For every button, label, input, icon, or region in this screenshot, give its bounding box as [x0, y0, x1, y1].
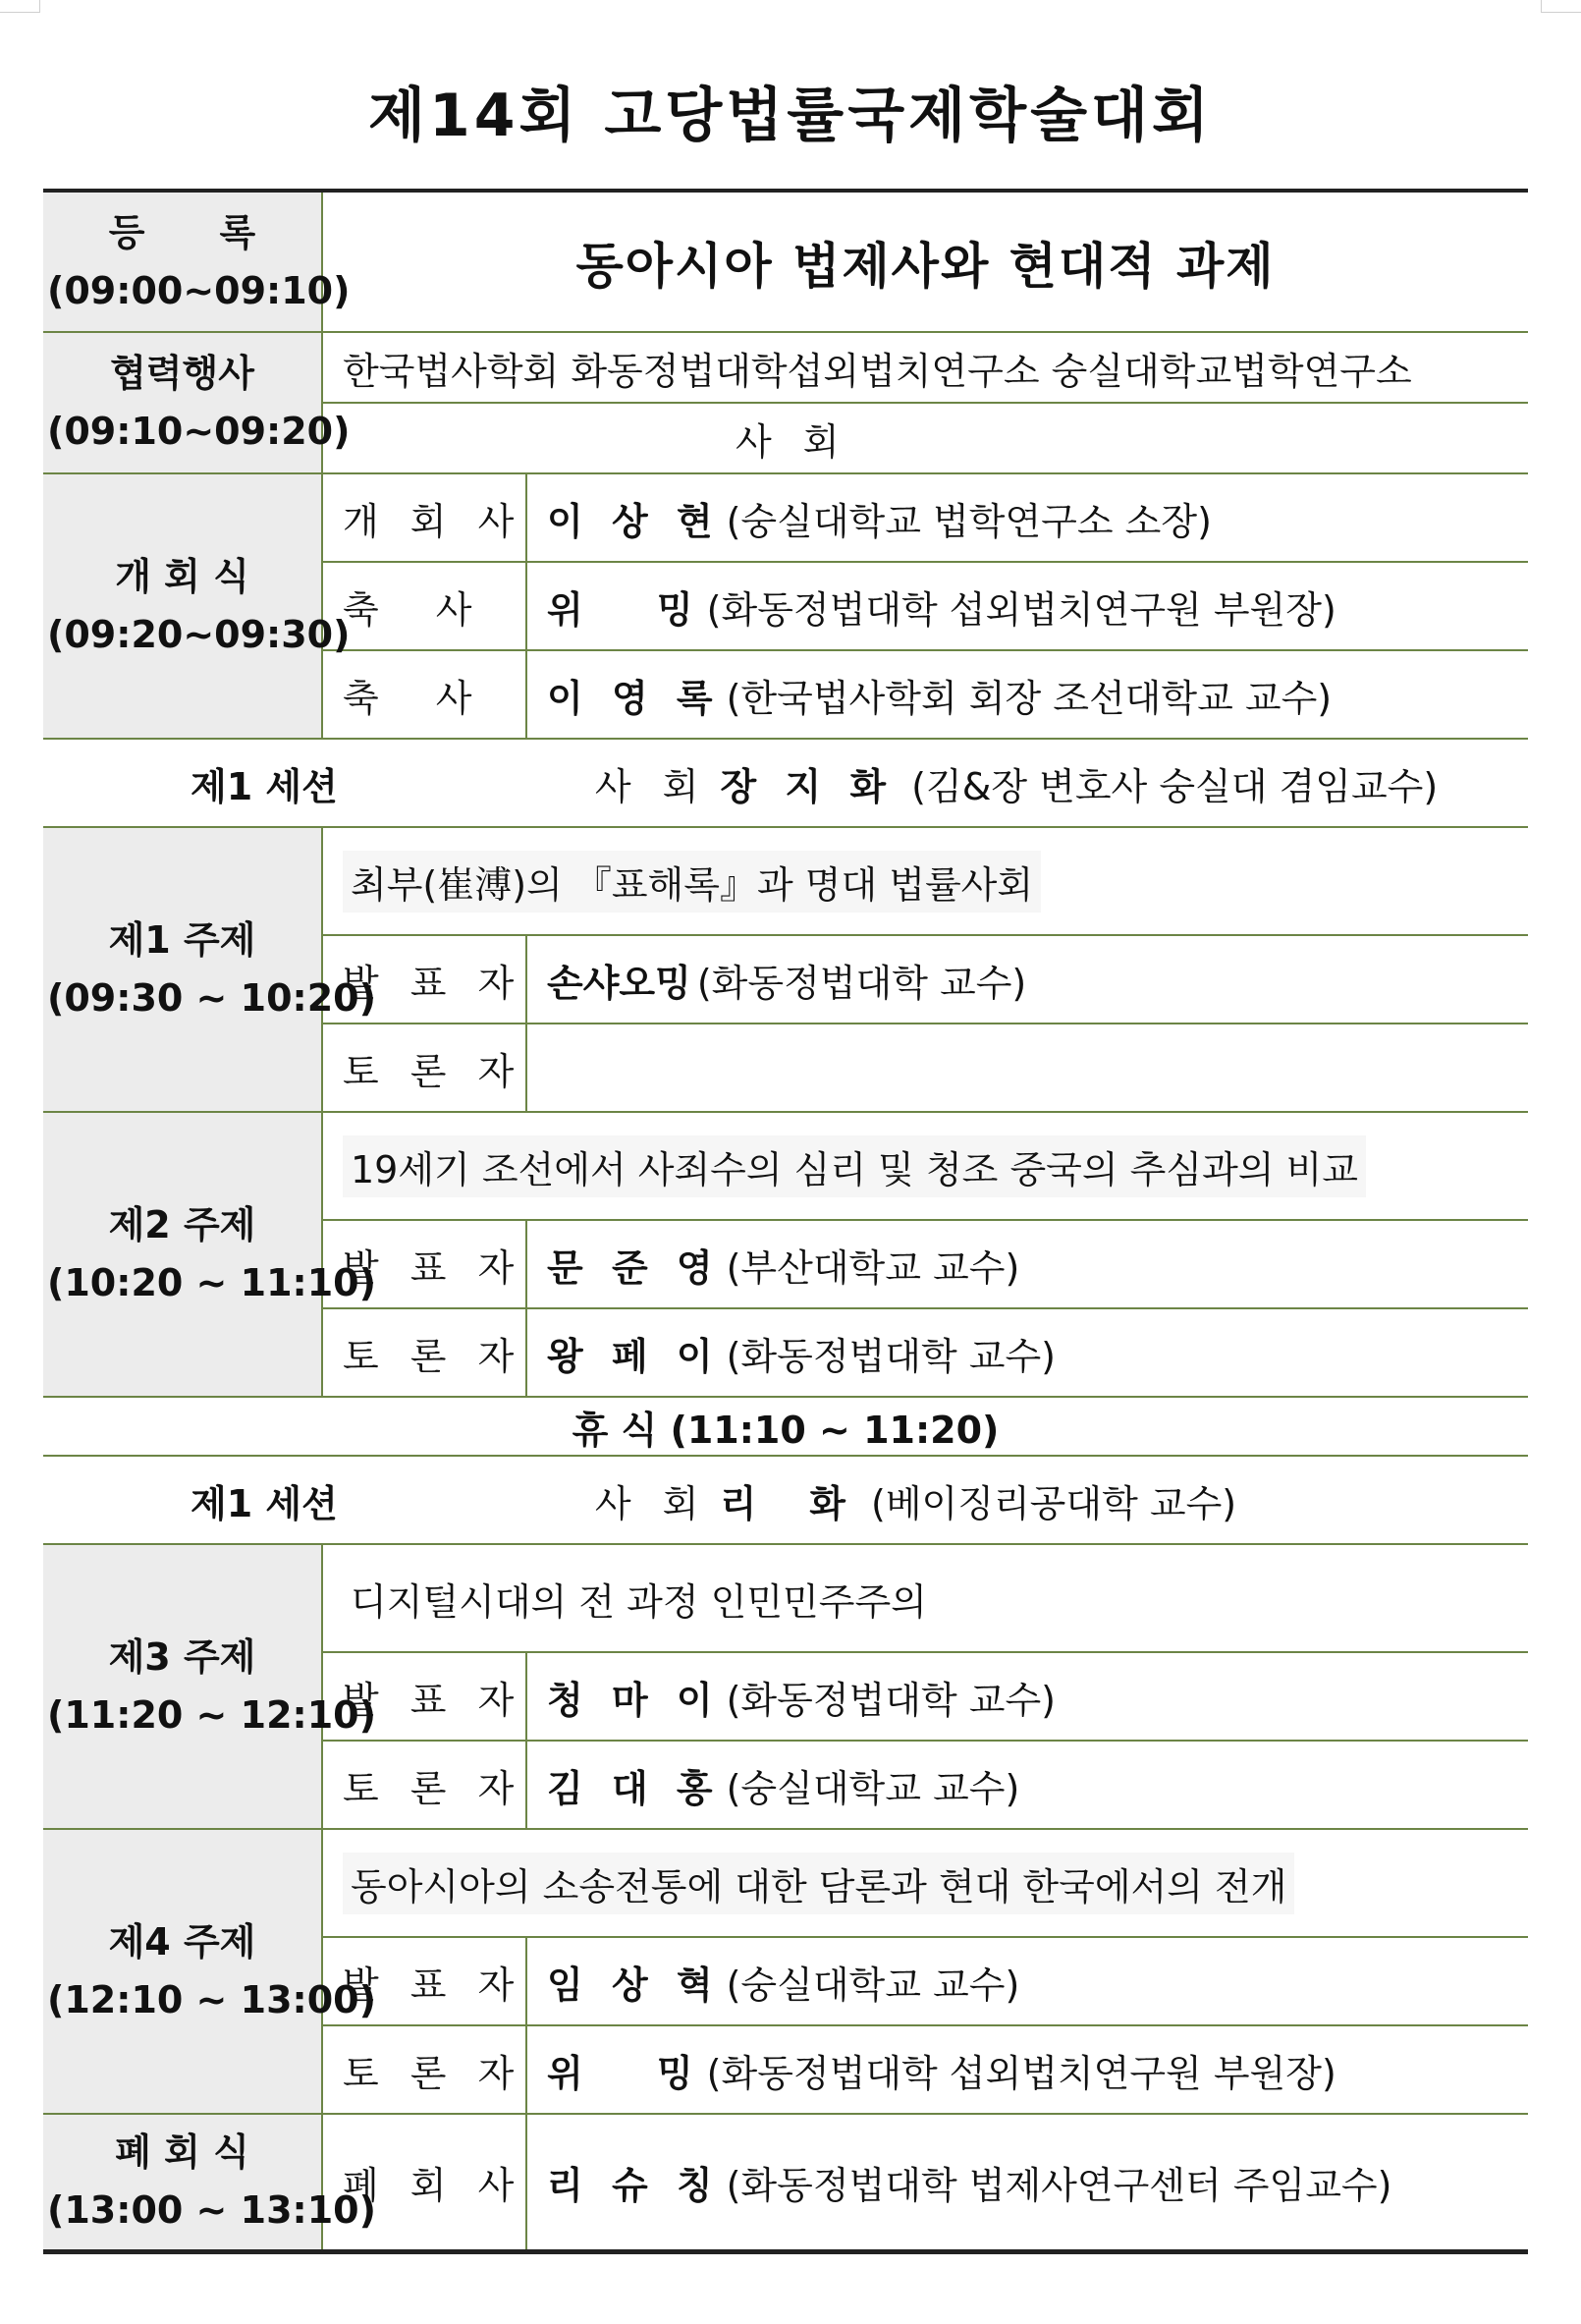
topic1-title [322, 827, 1528, 935]
closing-label: 폐 회 식 [115, 2130, 249, 2175]
speaker-affiliation: (숭실대학교 법학연구소 소장) [726, 499, 1212, 543]
speaker-affiliation: (화동정법대학 섭외법치연구원 부원장) [706, 587, 1336, 632]
discussant-role: 토 론 자 [322, 1024, 526, 1112]
program-table [43, 189, 1528, 2254]
topic3-title-text: 디지털시대의 전 과정 인민민주주의 [343, 1568, 935, 1630]
closing-role: 폐 회 사 [322, 2114, 526, 2251]
discussant-affiliation: (숭실대학교 교수) [726, 1766, 1020, 1810]
session2-chair-word: 사 회 [594, 1481, 709, 1525]
topic2-presenter [526, 1220, 1528, 1308]
presenter-role: 발 표 자 [322, 1652, 526, 1741]
topic4-presenter [526, 1937, 1528, 2025]
presenter-affiliation: (숭실대학교 교수) [726, 1963, 1020, 2007]
topic4-label-cell [43, 1829, 376, 2114]
session1-chair: 장 지 화 [720, 764, 895, 808]
session2-cell [43, 1456, 1528, 1544]
session2-chair: 리 화 [720, 1481, 853, 1525]
topic2-title-text: 19세기 조선에서 사죄수의 심리 및 청조 중국의 추심과의 비교 [343, 1135, 1366, 1197]
topic3-presenter [526, 1652, 1528, 1741]
opening-speaker-2 [526, 562, 1528, 650]
speaker-affiliation: (한국법사학회 회장 조선대학교 교수) [726, 676, 1333, 720]
topic1-time: (09:30 ~ 10:20) [47, 976, 376, 1020]
session2-row [43, 1456, 1528, 1544]
cohost-label: 협력행사 [110, 352, 254, 396]
topic2-label: 제2 주제 [108, 1203, 256, 1247]
session1-label: 제1 세션 [191, 764, 338, 808]
closing-time: (13:00 ~ 13:10) [47, 2188, 376, 2233]
closing-speaker [526, 2114, 1528, 2251]
topic3-label: 제3 주제 [108, 1635, 256, 1680]
topic4-label: 제4 주제 [108, 1920, 256, 1964]
cohost-organizers: 한국법사학회 화동정법대학섭외법치연구소 숭실대학교법학연구소 [322, 332, 1528, 403]
topic4-title-text: 동아시아의 소송전통에 대한 담론과 현대 한국에서의 전개 [343, 1853, 1294, 1914]
topic1-discussant [526, 1024, 1528, 1112]
topic2-time: (10:20 ~ 11:10) [47, 1261, 376, 1304]
presenter-name: 임 상 혁 [547, 1963, 721, 2007]
opening-row-1 [43, 473, 1528, 562]
discussant-role: 토 론 자 [322, 2025, 526, 2114]
topic1-title-row [43, 827, 1528, 935]
cohost-time: (09:10~09:20) [47, 410, 351, 453]
closing-label-cell [43, 2114, 376, 2251]
topic1-title-text: 최부(崔溥)의 『표해록』과 명대 법률사회 [343, 851, 1041, 913]
discussant-affiliation: (화동정법대학 섭외법치연구원 부원장) [706, 2051, 1336, 2095]
topic4-time: (12:10 ~ 13:00) [47, 1978, 376, 2021]
presenter-name: 문 준 영 [547, 1245, 721, 1290]
presenter-name: 청 마 이 [547, 1678, 721, 1722]
opening-role-2: 축 사 [322, 562, 526, 650]
session2-label: 제1 세션 [191, 1481, 338, 1525]
cohost-label-cell [43, 332, 351, 473]
cohost-row [43, 332, 1528, 403]
topic3-title [322, 1544, 1528, 1652]
opening-label: 개 회 식 [115, 555, 249, 599]
session1-cell [43, 739, 1528, 827]
topic3-time: (11:20 ~ 12:10) [47, 1693, 376, 1737]
closing-row [43, 2114, 1528, 2251]
cohost-moderator-label: 사 회 [736, 419, 849, 464]
presenter-affiliation: (부산대학교 교수) [726, 1245, 1020, 1290]
speaker-affiliation: (화동정법대학 법제사연구센터 주임교수) [726, 2163, 1392, 2207]
presenter-role: 발 표 자 [322, 935, 526, 1024]
topic2-title [322, 1112, 1528, 1220]
presenter-role: 발 표 자 [322, 1220, 526, 1308]
speaker-name: 위 밍 [547, 587, 701, 632]
break-row [43, 1397, 1528, 1456]
cohost-moderator [322, 403, 1528, 473]
session1-chair-word: 사 회 [594, 764, 709, 808]
topic1-label-cell [43, 827, 376, 1112]
discussant-role: 토 론 자 [322, 1741, 526, 1829]
session1-row [43, 739, 1528, 827]
registration-label: 등 록 [108, 210, 256, 254]
discussant-role: 토 론 자 [322, 1308, 526, 1397]
topic2-label-cell [43, 1112, 376, 1397]
speaker-name: 이 영 록 [547, 676, 721, 720]
speaker-name: 이 상 현 [547, 499, 721, 543]
discussant-name: 위 밍 [547, 2051, 701, 2095]
opening-time: (09:20~09:30) [47, 613, 351, 656]
topic1-presenter [526, 935, 1528, 1024]
presenter-affiliation: (화동정법대학 교수) [726, 1678, 1056, 1722]
topic3-title-row [43, 1544, 1528, 1652]
opening-speaker-1 [526, 473, 1528, 562]
opening-role-3: 축 사 [322, 650, 526, 739]
discussant-name: 김 대 홍 [547, 1766, 721, 1810]
conference-theme: 동아시아 법제사와 현대적 과제 [322, 191, 1528, 332]
presenter-role: 발 표 자 [322, 1937, 526, 2025]
presenter-name: 손샤오밍 [547, 961, 691, 1005]
page-title: 제14회 고당법률국제학술대회 [368, 82, 1213, 150]
discussant-name: 왕 페 이 [547, 1334, 721, 1378]
topic3-discussant [526, 1741, 1528, 1829]
registration-label-cell [43, 191, 351, 332]
presenter-affiliation: (화동정법대학 교수) [696, 961, 1027, 1005]
topic4-title-row [43, 1829, 1528, 1937]
break-text: 휴 식 (11:10 ~ 11:20) [43, 1397, 1528, 1456]
opening-speaker-3 [526, 650, 1528, 739]
registration-time: (09:00~09:10) [47, 268, 351, 312]
session2-chair-affil: (베이징리공대학 교수) [871, 1481, 1237, 1525]
topic3-label-cell [43, 1544, 376, 1829]
topic2-title-row [43, 1112, 1528, 1220]
registration-row [43, 191, 1528, 332]
topic2-discussant [526, 1308, 1528, 1397]
session1-chair-affil: (김&장 변호사 숭실대 겸임교수) [911, 764, 1439, 808]
discussant-affiliation: (화동정법대학 교수) [726, 1334, 1056, 1378]
page-corner-mark-right [1541, 0, 1581, 13]
opening-label-cell [43, 473, 351, 739]
page-corner-mark-left [0, 0, 40, 13]
topic4-title [322, 1829, 1528, 1937]
topic1-label: 제1 주제 [108, 918, 256, 963]
topic4-discussant [526, 2025, 1528, 2114]
opening-role-1: 개 회 사 [322, 473, 526, 562]
speaker-name: 리 슈 칭 [547, 2163, 721, 2207]
